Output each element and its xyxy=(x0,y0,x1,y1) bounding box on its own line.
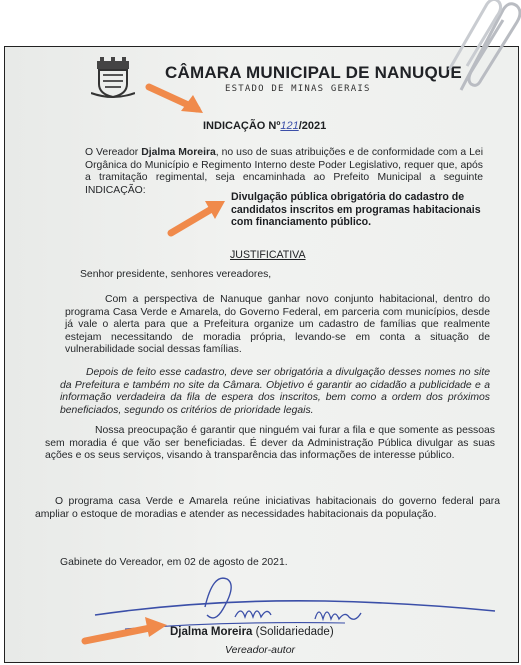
indicacao-prefix: INDICAÇÃO Nº xyxy=(203,120,281,132)
header-subtitle: ESTADO DE MINAS GERAIS xyxy=(225,84,371,94)
document-frame xyxy=(4,46,519,663)
indicacao-handwritten-number: 121 xyxy=(280,120,299,132)
indicacao-number xyxy=(203,120,326,132)
salutation: Senhor presidente, senhores vereadores, xyxy=(80,269,272,280)
indicacao-subject: Divulgação pública obrigatória do cadastro de candidatos inscritos em programas habitacionais com financiamento público. xyxy=(231,191,481,229)
header-title: CÂMARA MUNICIPAL DE NANUQUE xyxy=(165,63,462,82)
intro-author-name: Djalma Moreira xyxy=(141,147,216,158)
arrow-subject-icon xyxy=(165,197,227,237)
indicacao-year: /2021 xyxy=(298,120,327,132)
paragraph-1: Com a perspectiva de Nanuque ganhar novo conjunto habitacional, dentro do programa Casa Verde e Amarela, do Governo Federal, em parceria com municípios, desde já vale o alerta para que a Prefeitura organize um cadastro de famílias que realmente estejam necessitando de moradia própria, levando-se em conta a situação de vulnerabilidade social dessas famílias. xyxy=(65,294,490,356)
paragraph-3: Nossa preocupação é garantir que ninguém vai furar a fila e que somente as pessoas sem moradia é que vão ser beneficiadas. É dever da Administração Pública divulgar as suas ações e os seus serviços, visando à transparência das informações de interesse público. xyxy=(45,425,495,462)
paragraph-4: O programa casa Verde e Amarela reúne iniciativas habitacionais do governo federal para ampliar o estoque de moradias e atender as necessidades habitacionais da população. xyxy=(35,496,500,520)
arrow-indicacao-icon xyxy=(145,83,207,117)
signature-name xyxy=(170,626,334,638)
intro-paragraph xyxy=(85,147,483,197)
paragraph-2: Depois de feito esse cadastro, deve ser obrigatória a divulgação desses nomes no site da Prefeitura e também no site da Câmara. Objetivo é garantir ao cidadão a publicidade e a informação verdadeira da fila de espera dos inscritos, bem como a ordem dos próximos beneficiados, segundo os critérios de prioridade legais. xyxy=(60,367,490,416)
intro-text-2: , no uso de suas atribuições e de conformidade com a Lei Orgânica do Município e Regimento Interno deste Poder Legislativo, requer que, após a tramitação regimental, seja encaminhada ao Prefeito Municipal a seguinte INDICAÇÃO: xyxy=(85,147,484,196)
document-page xyxy=(5,47,518,662)
signer-party: (Solidariedade) xyxy=(255,626,334,638)
coat-of-arms-icon xyxy=(91,57,135,99)
closing-line: Gabinete do Vereador, em 02 de agosto de 2021. xyxy=(60,557,288,568)
paper-clip-icon xyxy=(441,0,521,100)
justificativa-heading: JUSTIFICATIVA xyxy=(230,249,306,261)
arrow-signature-icon xyxy=(79,607,169,647)
intro-text-1: O Vereador xyxy=(85,147,142,158)
signer-role: Vereador-autor xyxy=(225,644,296,656)
signer-name: Djalma Moreira xyxy=(170,626,253,638)
